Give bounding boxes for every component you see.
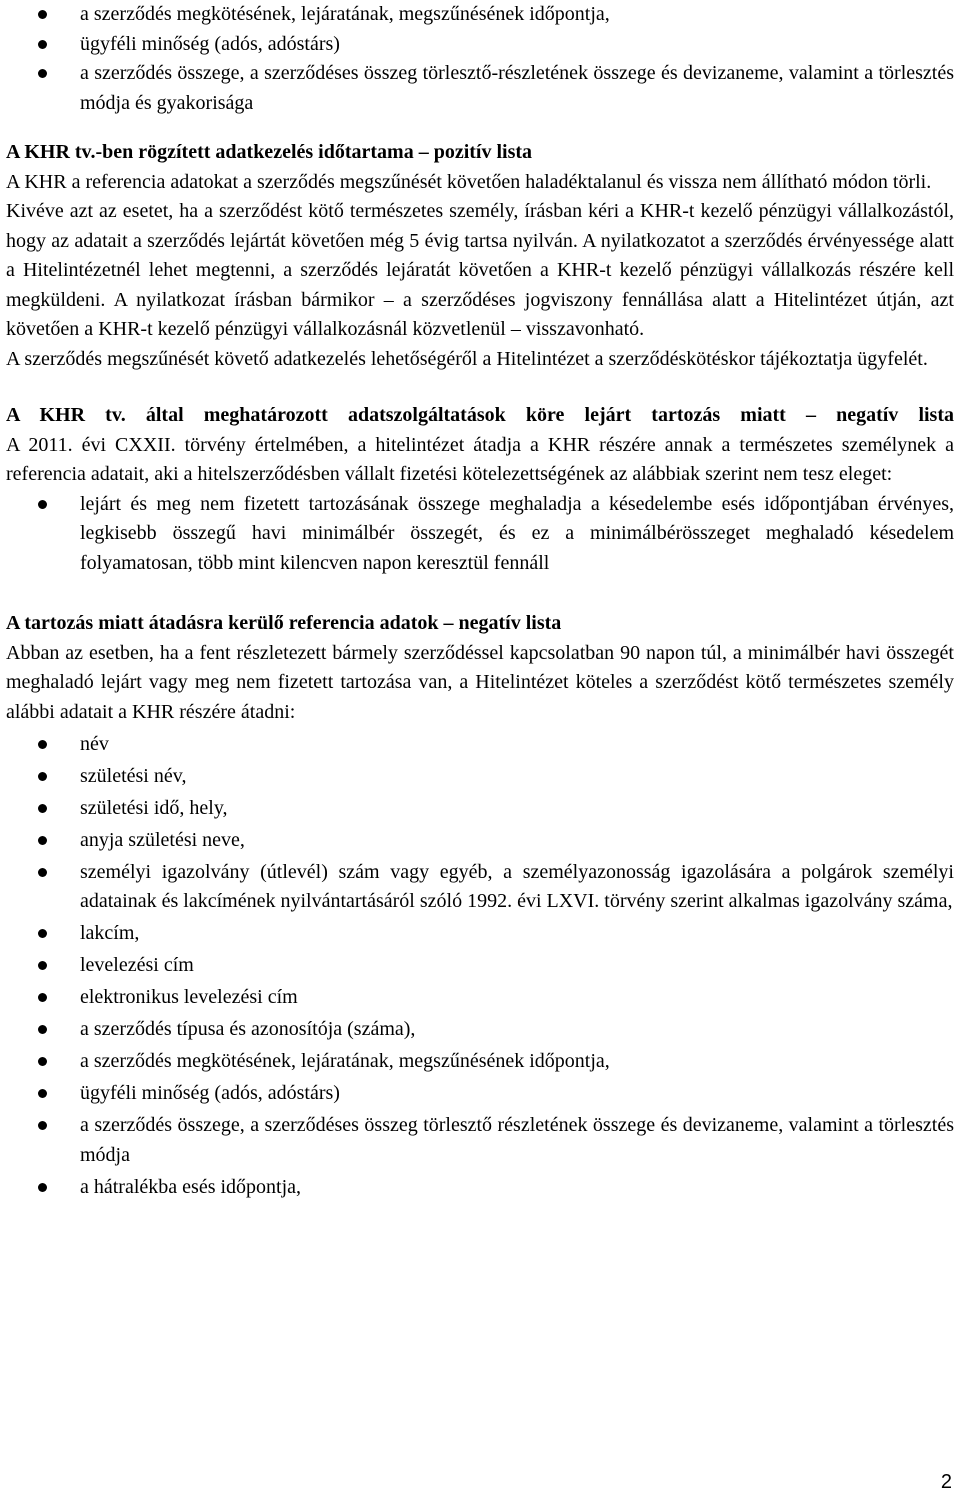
list-item: a szerződés megkötésének, lejáratának, megszűnésének időpontja, — [6, 0, 954, 30]
list-item: anyja születési neve, — [6, 826, 954, 856]
document-page — [6, 0, 954, 1202]
list-item: lejárt és meg nem fizetett tartozásának összege meghaladja a késedelembe esés időpontjában érvényes, legkisebb összegű havi minimálbér összegét, és ez a minimálbérösszeget meghaladó késedelem folyamatosan, több mint kilencven napon keresztül fennáll — [6, 490, 954, 579]
list-item: levelezési cím — [6, 951, 954, 981]
list-item: személyi igazolvány (útlevél) szám vagy egyéb, a személyazonosság igazolására a polgárok személyi adatainak és lakcímének nyilvántartásáról szóló 1992. évi LXVI. törvény szerint alkalmas igazolvány száma, — [6, 858, 954, 917]
paragraph: A szerződés megszűnését követő adatkezelés lehetőségéről a Hitelintézet a szerződéskötéskor tájékoztatja ügyfelét. — [6, 347, 928, 370]
paragraph: Kivéve azt az esetet, ha a szerződést kötő természetes személy, írásban kéri a KHR-t kezelő pénzügyi vállalkozástól, hogy az adatait a szerződés lejártát követően még 5 évig tartsa nyilván. A nyilatkozatot a szerződés érvényessége alatt a Hitelintézetnél lehet megtenni, a szerződés lejáratát követően a KHR-t kezelő pénzügyi vállalkozás részére kell megküldeni. A nyilatkozat írásban bármikor – a szerződéses jogviszony fennállása alatt a Hitelintézet útján, azt követően a KHR-t kezelő pénzügyi vállalkozásnál közvetlenül – visszavonható. — [6, 200, 954, 340]
list-item: ügyféli minőség (adós, adóstárs) — [6, 1079, 954, 1109]
list-item: elektronikus levelezési cím — [6, 983, 954, 1013]
list-item: a szerződés megkötésének, lejáratának, megszűnésének időpontja, — [6, 1047, 954, 1077]
top-bullet-list — [6, 0, 954, 118]
paragraph: Abban az esetben, ha a fent részletezett bármely szerződéssel kapcsolatban 90 napon túl, a minimálbér havi összegét meghaladó lejárt vagy meg nem fizetett tartozása van, a Hitelintézet köteles a szerződést kötő természetes személy alábbi adatait a KHR részére átadni: — [6, 641, 954, 723]
condition-bullet-list — [6, 490, 954, 579]
paragraph: A KHR a referencia adatokat a szerződés megszűnését követően haladéktalanul és vissza nem állítható módon törli. — [6, 170, 932, 193]
section-heading-negativ-lista: A KHR tv. által meghatározott adatszolgáltatások köre lejárt tartozás miatt – negatív lista — [6, 404, 954, 426]
list-item: név — [6, 730, 954, 760]
reference-data-list — [6, 730, 954, 1203]
list-item: ügyféli minőség (adós, adóstárs) — [6, 30, 954, 60]
section-heading-pozitiv-lista: A KHR tv.-ben rögzített adatkezelés időtartama – pozitív lista — [6, 141, 533, 163]
list-item: születési idő, hely, — [6, 794, 954, 824]
list-item: a szerződés összege, a szerződéses összeg törlesztő-részletének összege és devizaneme, valamint a törlesztés módja és gyakorisága — [6, 59, 954, 118]
list-item: a hátralékba esés időpontja, — [6, 1173, 954, 1203]
paragraph: A 2011. évi CXXII. törvény értelmében, a hitelintézet átadja a KHR részére annak a természetes személynek a referencia adatait, aki a hitelszerződésben vállalt fizetési kötelezettségének az alábbiak szerint nem tesz eleget: — [6, 433, 954, 485]
section-heading-referencia-adatok: A tartozás miatt átadásra kerülő referencia adatok – negatív lista — [6, 612, 562, 634]
list-item: a szerződés összege, a szerződéses összeg törlesztő részletének összege és devizaneme, valamint a törlesztés módja — [6, 1111, 954, 1170]
list-item: a szerződés típusa és azonosítója (száma), — [6, 1015, 954, 1045]
page-number: 2 — [940, 1471, 952, 1493]
list-item: lakcím, — [6, 919, 954, 949]
list-item: születési név, — [6, 762, 954, 792]
